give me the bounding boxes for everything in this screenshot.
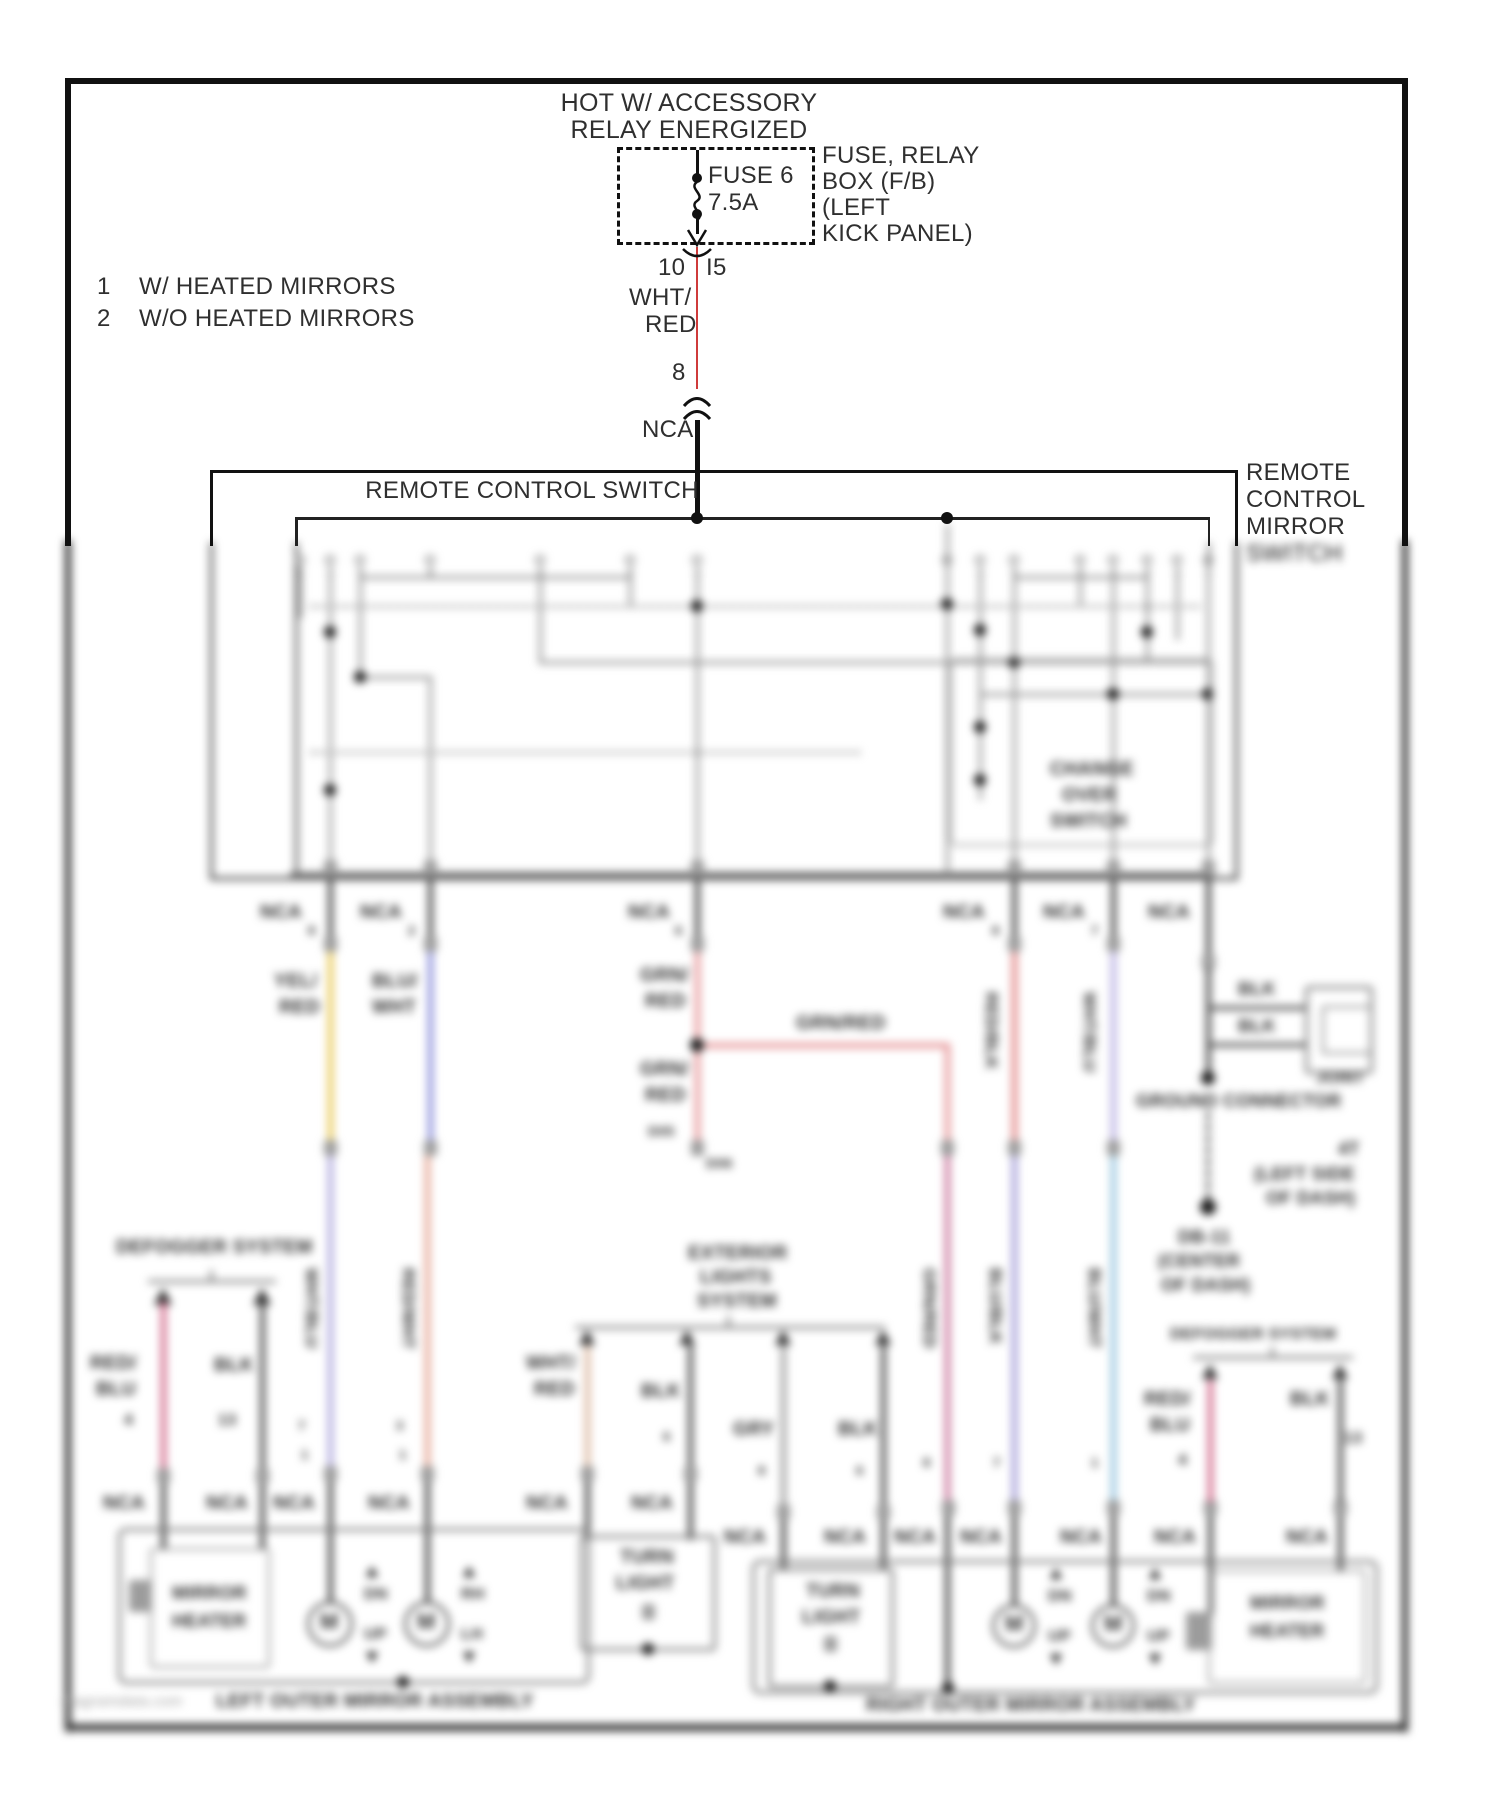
text-label: RH — [461, 1586, 485, 1603]
nca-label: NCA — [724, 1527, 767, 1548]
text-label: 6 — [675, 923, 683, 938]
text-label: 1 — [301, 1447, 309, 1462]
fuse-terminal-dot — [692, 173, 702, 183]
nca-label: NCA — [368, 1493, 411, 1514]
wire-color-label-line1: WHT/ — [629, 284, 692, 311]
fusebox-location-line3: (LEFT — [822, 194, 891, 221]
side-label-line2: CONTROL — [1246, 486, 1366, 513]
nca-label: NCA — [360, 902, 403, 923]
text-label: WHT/ — [526, 1353, 576, 1374]
connector-id-i5: I5 — [706, 254, 727, 281]
turn-light-label: LIGHT — [616, 1573, 675, 1594]
hot-accessory-label-line2: RELAY ENERGIZED — [570, 116, 808, 144]
text-label: OF DASH) — [1266, 1188, 1356, 1208]
text-label: BLK — [1238, 979, 1276, 999]
side-label-line1: REMOTE — [1246, 459, 1351, 486]
motor-m: M — [320, 1609, 339, 1634]
nca-label: NCA — [628, 902, 671, 923]
text-label: WHT — [372, 997, 417, 1018]
text-label: GRY — [733, 1419, 775, 1440]
nca-label: NCA — [1043, 902, 1086, 923]
fuse-rating-label: 7.5A — [708, 189, 759, 216]
legend-2-num: 2 — [97, 305, 111, 332]
text-label: BLK — [1290, 1389, 1330, 1410]
text-label: GRN/ — [640, 1059, 689, 1080]
watermark: diagramdata.com — [62, 1693, 183, 1710]
fuse-lead-bottom — [696, 218, 699, 234]
text-label: 7 — [993, 1455, 1001, 1470]
change-over-switch-label: SWITCH — [1050, 811, 1127, 832]
exterior-lights-label: EXTERIOR — [688, 1243, 788, 1264]
text-label: 8 — [923, 1455, 931, 1470]
nca-label: NCA — [526, 1493, 569, 1514]
text-label: BLU — [1150, 1415, 1190, 1436]
nca-label: NCA — [943, 902, 986, 923]
defogger-left-label: DEFOGGER SYSTEM — [116, 1237, 313, 1258]
nca-label: NCA — [1154, 1527, 1197, 1548]
fusebox-location-line1: FUSE, RELAY — [822, 142, 980, 169]
nca-label: NCA — [1148, 902, 1191, 923]
connector-pin-10: 10 — [658, 254, 686, 281]
junction-dot — [691, 512, 703, 524]
right-assembly-caption: RIGHT OUTER MIRROR ASSEMBLY — [866, 1695, 1196, 1716]
text-label: 6 — [663, 1429, 671, 1444]
nca-label: NCA — [260, 902, 303, 923]
text-label: DN — [1147, 1588, 1171, 1605]
change-over-switch-label: CHANGE — [1050, 759, 1135, 780]
turn-light-label: TURN — [620, 1547, 674, 1568]
text-label: 7 — [298, 1418, 306, 1433]
nca-label: NCA — [206, 1493, 249, 1514]
turn-light-label: TURN — [806, 1581, 860, 1602]
text-label: RED/ — [1144, 1389, 1191, 1410]
text-label: RED — [645, 991, 687, 1012]
mirror-heater-label: MIRROR — [172, 1583, 247, 1603]
text-label: RED/ — [90, 1353, 137, 1374]
nca-label: NCA — [1286, 1527, 1329, 1548]
text-label: 13 — [218, 1412, 237, 1429]
text-label: WHT/BLU — [302, 1268, 321, 1349]
text-label: UP — [1147, 1628, 1170, 1645]
text-label: LH — [461, 1626, 483, 1643]
nca-label: NCA — [631, 1493, 674, 1514]
text-label: 2 — [408, 923, 416, 938]
legend-1-num: 1 — [97, 273, 111, 300]
text-label: BLU — [96, 1379, 136, 1400]
nca-label: NCA — [824, 1527, 867, 1548]
text-label: D05 — [648, 1123, 675, 1139]
text-label: 7 — [1091, 923, 1099, 938]
text-label: BLK — [214, 1355, 254, 1376]
text-label: D06 — [706, 1155, 733, 1171]
text-label: DB-11 — [1178, 1227, 1231, 1247]
text-label: 8 — [992, 923, 1000, 938]
text-label: GRN/RED — [920, 1268, 939, 1349]
nca-label: NCA — [103, 1493, 146, 1514]
frame-right-upper — [1402, 78, 1408, 546]
text-label: BLK — [838, 1419, 878, 1440]
text-label: BLU/ — [372, 971, 418, 992]
text-label: WHT/BLU — [1080, 992, 1099, 1073]
frame-left-upper — [65, 78, 71, 546]
joint-label: JOINT — [1316, 1070, 1365, 1087]
text-label: GRN/ — [640, 965, 689, 986]
text-label: DN — [364, 1586, 388, 1603]
text-label: BLU/WHT — [1085, 1268, 1104, 1349]
text-label: 8 — [758, 1463, 766, 1478]
inner-box-right-stub — [1208, 517, 1211, 546]
text-label: BLK — [1238, 1016, 1276, 1036]
junction-dot — [941, 512, 953, 524]
nca-label: NCA — [642, 416, 694, 443]
text-label: BLU/BLK — [986, 1268, 1005, 1345]
text-label: RED — [279, 997, 321, 1018]
side-label-line3: MIRROR — [1246, 513, 1346, 540]
defogger-right-label: DEFOGGER SYSTEM — [1170, 1326, 1337, 1343]
nca-label: NCA — [960, 1527, 1003, 1548]
hot-accessory-label-line1: HOT W/ ACCESSORY — [560, 89, 818, 117]
left-assembly-caption: LEFT OUTER MIRROR ASSEMBLY — [216, 1691, 534, 1712]
frame-top — [65, 78, 1408, 84]
text-label: (CENTER — [1158, 1251, 1241, 1271]
text-label: OF DASH) — [1161, 1275, 1251, 1295]
text-label: 4 — [1178, 1452, 1188, 1469]
inner-box-left-stub — [295, 517, 298, 546]
fuse-name-label: FUSE 6 — [708, 162, 794, 189]
motor-m: M — [417, 1609, 436, 1634]
text-label: 1 — [1091, 1455, 1099, 1470]
mirror-heater-label: HEATER — [1250, 1621, 1325, 1641]
text-label: DN — [1048, 1588, 1072, 1605]
text-label: BLK — [641, 1381, 681, 1402]
text-label: UP — [364, 1626, 387, 1643]
turn-light-label: LIGHT — [802, 1607, 861, 1628]
text-label: RED/WHT — [399, 1268, 418, 1350]
mirror-heater-label: HEATER — [172, 1611, 247, 1631]
nca-label: NCA — [1060, 1527, 1103, 1548]
switch-box-left-stub — [210, 470, 213, 546]
text-label: RED — [534, 1379, 576, 1400]
exterior-lights-label: LIGHTS — [700, 1267, 772, 1288]
connector-pin-8: 8 — [672, 359, 686, 386]
text-label: 6 — [856, 1463, 864, 1478]
motor-m: M — [1005, 1611, 1024, 1636]
fusebox-location-line2: BOX (F/B) — [822, 168, 936, 195]
text-label: GRN/RED — [796, 1013, 886, 1034]
exterior-lights-label: SYSTEM — [697, 1291, 777, 1312]
text-label: UP — [1048, 1628, 1071, 1645]
text-label: 4T — [1338, 1139, 1360, 1159]
text-label: 1 — [399, 1447, 407, 1462]
inner-box-top — [295, 517, 1210, 520]
text-label: (LEFT SIDE — [1254, 1164, 1355, 1184]
fusebox-location-line4: KICK PANEL) — [822, 220, 973, 247]
text-label: 8 — [308, 923, 316, 938]
nca-label: NCA — [273, 1493, 316, 1514]
legend-2-label: W/O HEATED MIRRORS — [139, 305, 415, 332]
wire-color-label-line2: RED — [645, 311, 697, 338]
switch-box-right-stub — [1235, 470, 1238, 546]
text-label: 13 — [1344, 1430, 1363, 1447]
switch-box-title: REMOTE CONTROL SWITCH — [365, 477, 699, 504]
side-label-line4: SWITCH — [1246, 540, 1343, 567]
text-label: RED — [645, 1085, 687, 1106]
text-label: YEL/ — [274, 971, 318, 992]
text-label: RED/BLK — [982, 992, 1001, 1070]
change-over-switch-label: OVER — [1062, 785, 1118, 806]
text-label: 3 — [396, 1418, 404, 1433]
ground-connector-label: GROUND CONNECTOR — [1136, 1091, 1342, 1111]
mirror-heater-label: MIRROR — [1250, 1593, 1325, 1613]
text-label: 4 — [124, 1412, 134, 1429]
nca-label: NCA — [894, 1527, 937, 1548]
switch-box-top — [210, 470, 1238, 473]
legend-1-label: W/ HEATED MIRRORS — [139, 273, 396, 300]
motor-m: M — [1104, 1611, 1123, 1636]
